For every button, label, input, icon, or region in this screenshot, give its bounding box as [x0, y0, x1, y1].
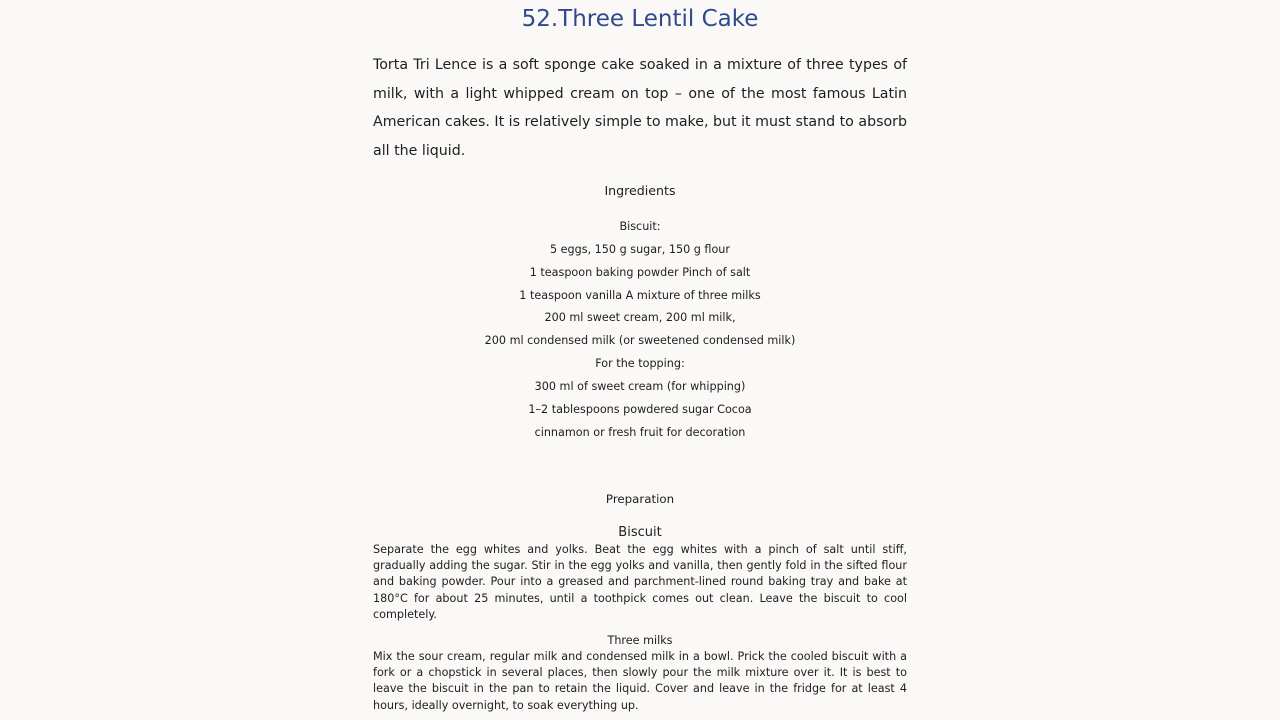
ingredient-line: 1 teaspoon baking powder Pinch of salt	[529, 266, 751, 279]
ingredient-line: 300 ml of sweet cream (for whipping)	[534, 380, 746, 393]
ingredient-line: Biscuit:	[619, 220, 661, 233]
ingredient-line: 200 ml sweet cream, 200 ml milk,	[544, 311, 736, 324]
preparation-heading: Preparation	[605, 492, 675, 506]
biscuit-heading: Biscuit	[618, 525, 662, 540]
biscuit-instructions: Separate the egg whites and yolks. Beat the egg whites with a pinch of salt until stiff, gradually adding the sugar. Stir in the egg yolks and vanilla, then gently fold in the sifted flour and baking powder. Pour into a greased and parchment-lined round baking tray and bake at 180°C for about 25 minutes, until a toothpick comes out clean. Leave the biscuit to cool completely.	[373, 543, 907, 621]
ingredient-line: For the topping:	[595, 357, 685, 370]
three-milks-heading: Three milks	[607, 634, 673, 647]
ingredient-line: cinnamon or fresh fruit for decoration	[534, 426, 746, 439]
ingredients-heading: Ingredients	[604, 183, 676, 198]
ingredient-line: 1–2 tablespoons powdered sugar Cocoa	[528, 403, 752, 416]
recipe-intro: Torta Tri Lence is a soft sponge cake soaked in a mixture of three types of milk, with a light whipped cream on top – one of the most famous Latin American cakes. It is relatively simple to make, but it must stand to absorb all the liquid.	[373, 57, 907, 159]
ingredient-line: 5 eggs, 150 g sugar, 150 g flour	[549, 243, 730, 256]
three-milks-instructions: Mix the sour cream, regular milk and condensed milk in a bowl. Prick the cooled biscuit with a fork or a chopstick in several places, then slowly pour the milk mixture over it. It is best to leave the biscuit in the pan to retain the liquid. Cover and leave in the fridge for at least 4 hours, ideally overnight, to soak everything up.	[373, 650, 907, 712]
ingredient-line: 200 ml condensed milk (or sweetened condensed milk)	[484, 334, 796, 347]
recipe-title: 52.Three Lentil Cake	[521, 6, 759, 32]
ingredient-line: 1 teaspoon vanilla A mixture of three milks	[519, 289, 761, 302]
